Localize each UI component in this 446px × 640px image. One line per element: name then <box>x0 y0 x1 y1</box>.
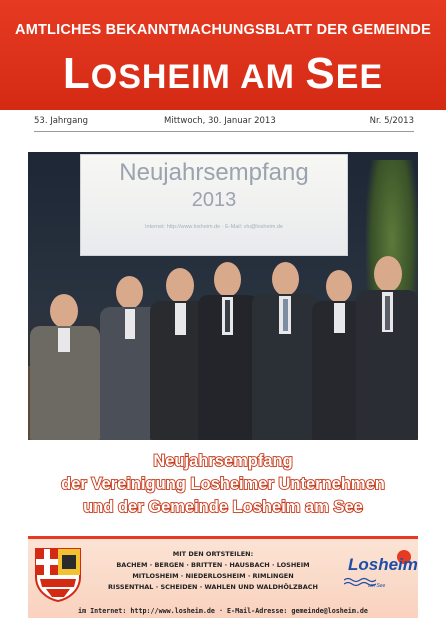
cover-headline <box>0 450 446 519</box>
title-am: AM <box>240 58 295 96</box>
person-7 <box>356 256 418 440</box>
cover-photo <box>28 152 418 440</box>
screen-title-1: Neujahrsempfang <box>119 159 309 186</box>
issue-jahrgang: 53. Jahrgang <box>34 116 89 126</box>
footer-box <box>28 536 418 618</box>
person-1 <box>30 294 100 440</box>
footer-intro: MIT DEN ORTSTEILEN: <box>172 550 254 558</box>
footer-line-2: MITLOSHEIM · NIEDERLOSHEIM · RIMLINGEN <box>132 572 294 580</box>
footer-line-3: RISSENTHAL · SCHEIDEN · WAHLEN UND WALDHÖLZBACH <box>108 583 318 591</box>
projection-screen <box>80 154 348 256</box>
headline-line-3: und der Gemeinde Losheim am See <box>83 498 363 516</box>
title-initial-l: L <box>62 49 91 98</box>
headline-line-2: der Vereinigung Losheimer Unternehmen <box>61 475 385 493</box>
issue-info-bar <box>34 113 414 129</box>
losheim-logo <box>340 549 418 599</box>
person-4 <box>198 262 258 440</box>
masthead <box>0 0 446 110</box>
title-osheim: OSHEIM <box>90 58 231 96</box>
footer-line-1: BACHEM · BERGEN · BRITTEN · HAUSBACH · LOSHEIM <box>116 561 310 569</box>
issue-date: Mittwoch, 30. Januar 2013 <box>164 116 276 126</box>
title-space-2 <box>295 58 305 96</box>
person-5 <box>252 262 318 440</box>
footer-districts <box>90 549 336 593</box>
title-ee: EE <box>335 58 384 96</box>
logo-tagline: am See <box>368 583 386 589</box>
masthead-title <box>0 46 446 105</box>
divider-line <box>34 131 414 132</box>
screen-title-2: 2013 <box>191 189 237 211</box>
screen-contact: Internet: http://www.losheim.de · E-Mail: vlu@losheim.de <box>145 224 283 230</box>
footer-web-contact: im Internet: http://www.losheim.de · E-Mail-Adresse: gemeinde@losheim.de <box>78 607 368 615</box>
issue-number: Nr. 5/2013 <box>369 116 414 126</box>
masthead-subtitle: AMTLICHES BEKANNTMACHUNGSBLATT DER GEMEINDE <box>15 22 431 38</box>
coat-of-arms-icon <box>34 547 82 603</box>
headline-line-1: Neujahrsempfang <box>153 452 293 470</box>
logo-word: Losheim <box>348 555 418 574</box>
title-space-1 <box>231 58 240 96</box>
title-initial-s: S <box>305 49 336 98</box>
